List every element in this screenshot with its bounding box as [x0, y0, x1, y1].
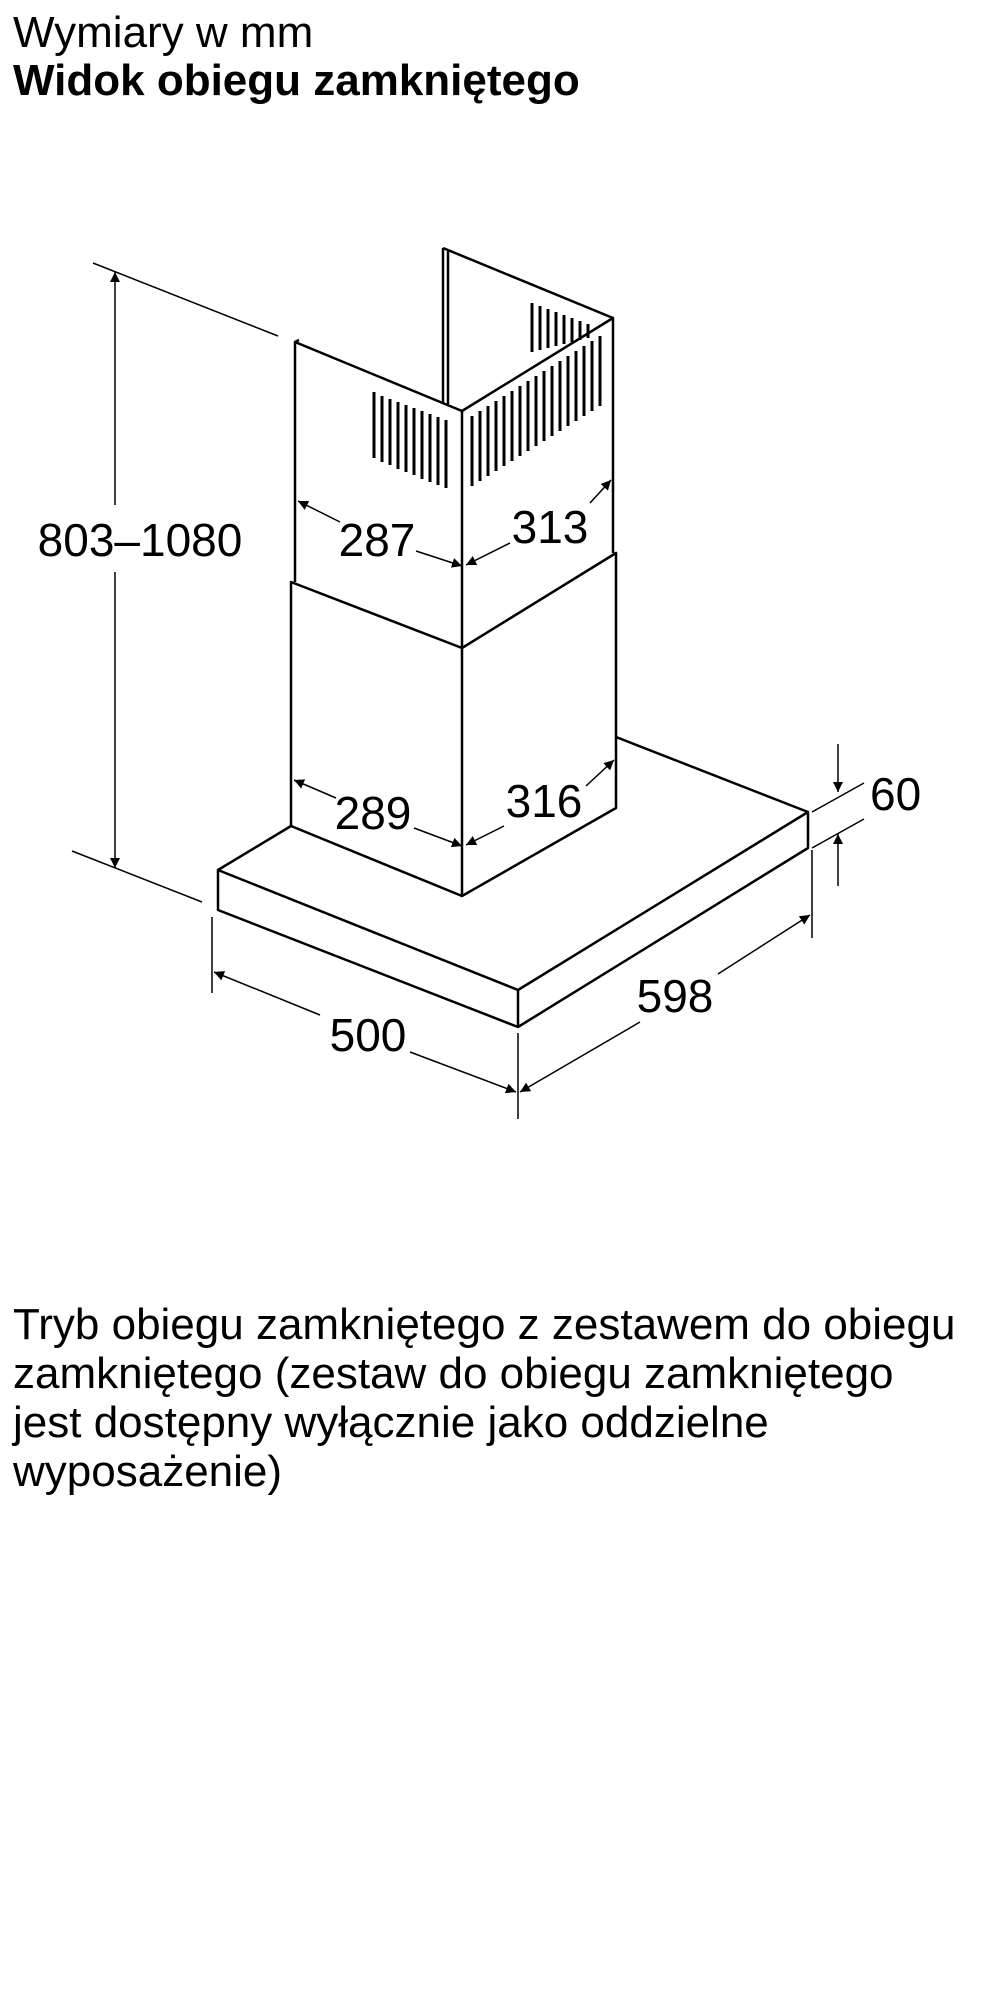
dim-line-289-b	[414, 828, 462, 846]
dim-label-canopy-thickness: 60	[870, 768, 922, 820]
dim-line-598-b	[718, 915, 810, 974]
dim-line-289-a	[294, 780, 336, 798]
dim-label-canopy-width: 598	[636, 970, 714, 1022]
dim-line-500-a	[214, 972, 320, 1015]
upper-chimney-outline	[295, 248, 613, 648]
lower-chimney-outline	[291, 553, 616, 896]
dim-label-lower-width: 316	[505, 775, 583, 827]
hood-outline	[218, 248, 808, 1027]
dim-line-313-b	[590, 480, 611, 503]
title-dimensions-unit: Wymiary w mm	[13, 8, 314, 57]
dim-line-598-a	[520, 1022, 640, 1092]
dim-line-316-a	[466, 826, 504, 845]
dim-label-canopy-depth: 500	[329, 1009, 407, 1061]
dim-label-upper-width: 313	[511, 501, 589, 553]
dim-line-313-a	[466, 543, 510, 565]
dim-label-height: 803–1080	[37, 514, 243, 566]
vent-slots-left	[374, 392, 446, 488]
description-text: Tryb obiegu zamkniętego z zestawem do obiegu zamkniętego (zestaw do obiegu zamkniętego jest dostępny wyłącznie jako oddzielne wyposażenie)	[13, 1300, 956, 1496]
subtitle-view-name: Widok obiegu zamkniętego	[13, 56, 580, 105]
dim-label-upper-depth: 287	[338, 514, 416, 566]
dim-line-500-b	[410, 1052, 516, 1092]
dim-line-287-a	[298, 501, 340, 522]
vent-slots-back	[532, 303, 588, 352]
vent-slots-right	[472, 336, 600, 486]
dim-line-287-b	[416, 551, 462, 566]
dim-label-lower-depth: 289	[334, 787, 412, 839]
dimension-lines	[115, 272, 838, 1092]
dim-line-316-b	[586, 760, 614, 786]
extension-lines	[72, 263, 864, 1119]
